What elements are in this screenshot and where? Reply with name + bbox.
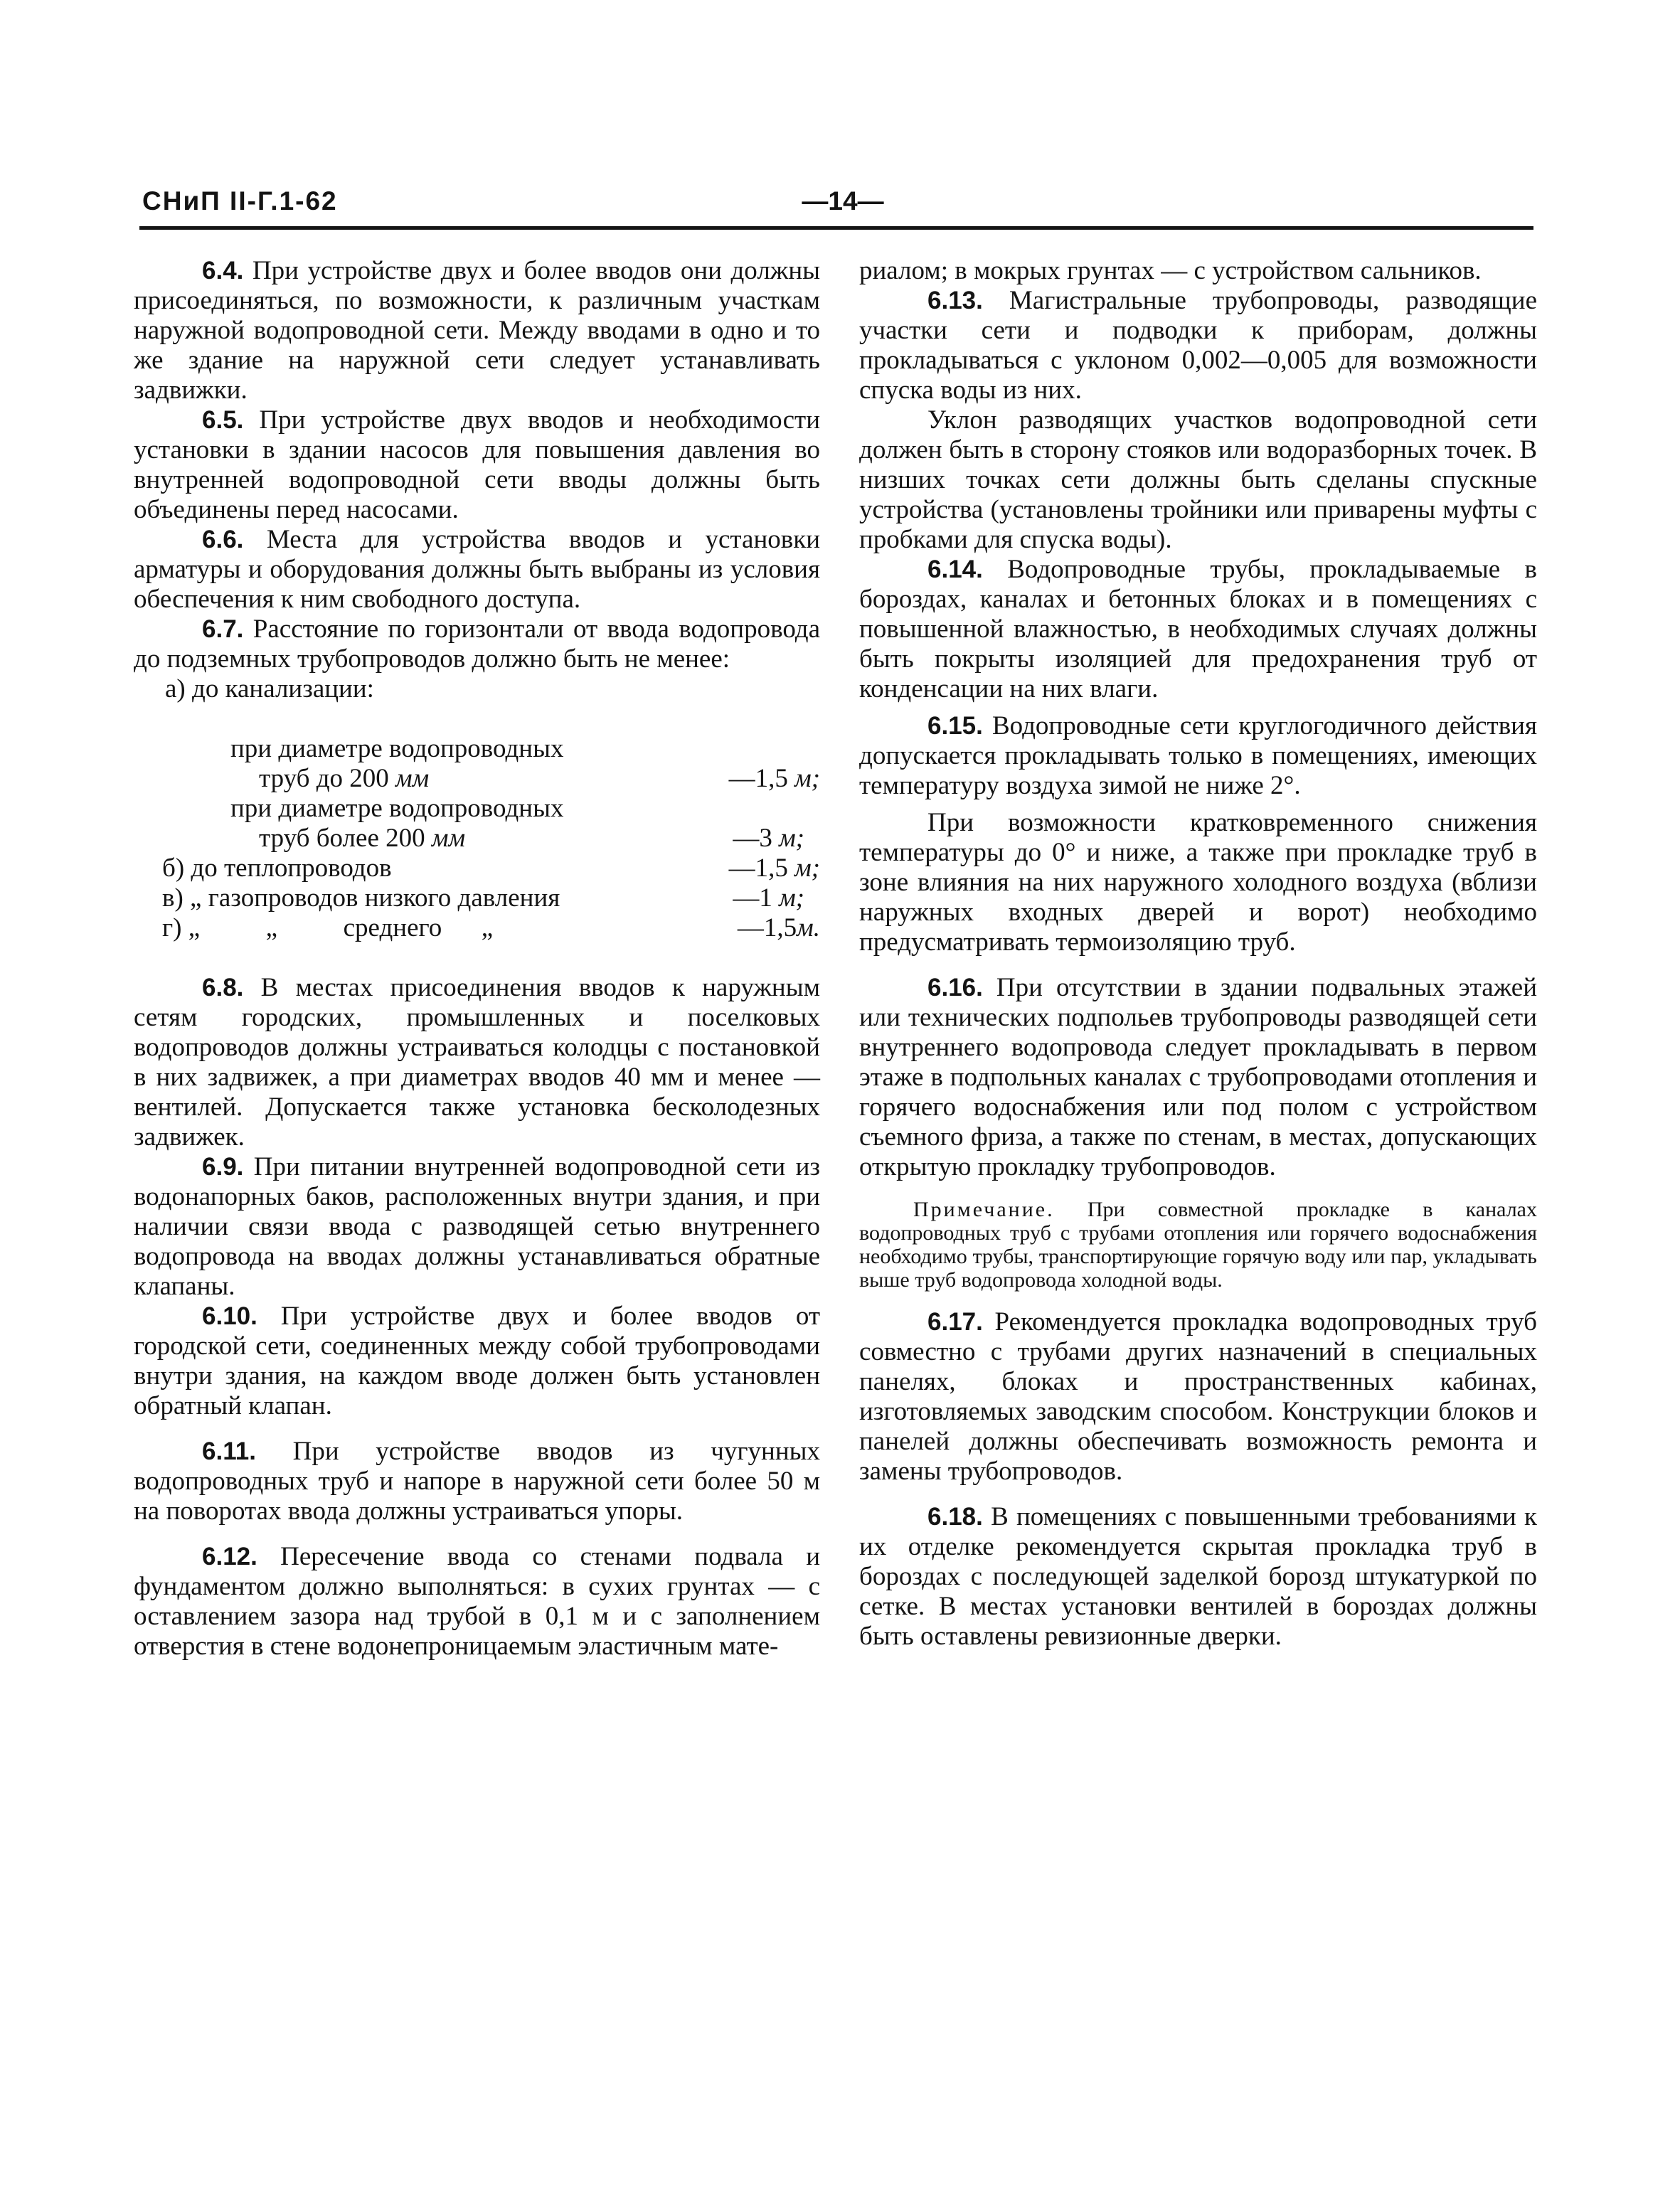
paragraph-6-15 <box>859 711 1537 801</box>
paragraph-text: Магистральные трубопроводы, разводящие участки сети и подводки к приборам, должны прокладываться с уклоном 0,002—0,005 для возможности спуска воды из них. <box>859 286 1537 405</box>
unit-label: мм <box>431 824 466 853</box>
page-number: —14— <box>802 186 884 216</box>
paragraph-6-15-insulation: При возможности кратковременного снижения температуры до 0° и ниже, а также при прокладке труб в зоне влияния на них наружного холодного воздуха (вблизи наружных входных дверей и ворот) необходимо предусматривать термоизоляцию труб. <box>859 808 1537 957</box>
paragraph-text: Водопроводные сети круглогодичного действия допускается прокладывать только в помещениях, имеющих температуру воздуха зимой не ниже 2°. <box>859 711 1537 800</box>
paragraph-6-8 <box>134 973 820 1152</box>
paragraph-6-7 <box>134 615 820 674</box>
paragraph-6-18 <box>859 1502 1537 1652</box>
unit-label: мм <box>395 764 430 793</box>
right-column <box>859 256 1537 1652</box>
distance-row <box>134 794 820 824</box>
paragraph-number: 6.11. <box>202 1437 256 1465</box>
note-label: Примечание. <box>913 1198 1055 1221</box>
list-item-a: а) до канализации: <box>165 674 374 703</box>
unit-label: м; <box>779 824 804 853</box>
distance-label: в) „ газопроводов низкого давления <box>162 883 560 913</box>
paragraph-number: 6.16. <box>927 974 983 1001</box>
document-code: СНиП II-Г.1-62 <box>142 186 338 216</box>
paragraph-text: Пересечение ввода со стенами подвала и фундаментом должно выполняться: в сухих грунтах — с оставлением зазора над трубой в 0,1 м и с заполнением отверстия в стене водонепроницаемым эластичным мате- <box>134 1542 820 1661</box>
paragraph-text: В местах присоединения вводов к наружным сетям городских, промышленных и поселковых водопроводов должны устраиваться колодцы с постановкой в них задвижек, а при диаметрах вводов 40 мм и менее — вентилей. Допускается также установка бесколодезных задвижек. <box>134 973 821 1152</box>
distance-value: —1 <box>733 883 772 913</box>
distance-row <box>134 883 820 913</box>
distance-label: при диаметре водопроводных <box>230 734 564 763</box>
distance-list <box>134 734 820 943</box>
paragraph-6-5 <box>134 405 820 525</box>
paragraph-6-9 <box>134 1152 820 1302</box>
paragraph-text: При устройстве двух вводов и необходимости установки в здании насосов для повышения давления во внутренней водопроводной сети вводы должны быть объединены перед насосами. <box>134 405 820 524</box>
paragraph-6-14 <box>859 555 1537 704</box>
paragraph-text: В помещениях с повышенными требованиями к их отделке рекомендуется скрытая прокладка труб в бороздах с последующей заделкой борозд штукатуркой по сетке. В местах установки вентилей в бороздах должны быть оставлены ревизионные дверки. <box>859 1502 1538 1651</box>
paragraph-text: Места для устройства вводов и установки арматуры и оборудования должны быть выбраны из условия обеспечения к ним свободного доступа. <box>134 525 820 614</box>
paragraph-text: При устройстве двух и более вводов от городской сети, соединенных между собой трубопроводами внутри здания, на каждом вводе должен быть установлен обратный клапан. <box>134 1302 820 1420</box>
unit-label: м. <box>797 913 820 942</box>
distance-row <box>134 764 820 794</box>
paragraph-number: 6.6. <box>202 526 244 553</box>
paragraph-number: 6.10. <box>202 1302 257 1330</box>
note-text: При совместной прокладке в каналах водопроводных труб с трубами отопления или горячего водоснабжения необходимо трубы, транспортирующие горячую воду или пар, укладывать выше труб водопровода холодной воды. <box>859 1198 1538 1292</box>
paragraph-6-13-slope: Уклон разводящих участков водопроводной сети должен быть в сторону стояков или водоразборных точек. В низших точках сети должны быть сделаны спускные устройства (установлены тройники или приварены муфты с пробками для спуска воды). <box>859 405 1537 554</box>
distance-row <box>134 824 820 854</box>
distance-label: при диаметре водопроводных <box>230 794 564 823</box>
paragraph-6-12-continued: риалом; в мокрых грунтах — с устройством сальников. <box>859 256 1482 285</box>
header-rule <box>139 226 1533 230</box>
paragraph-text: Расстояние по горизонтали от ввода водопровода до подземных трубопроводов должно быть не менее: <box>134 615 821 674</box>
distance-value-group <box>729 764 820 794</box>
distance-row <box>134 734 820 764</box>
unit-label: м; <box>779 883 804 913</box>
paragraph-6-10 <box>134 1302 820 1421</box>
paragraph-text: При устройстве вводов из чугунных водопроводных труб и напоре в наружной сети более 50 м на поворотах ввода должны устраиваться упоры. <box>134 1437 820 1526</box>
paragraph-number: 6.12. <box>202 1543 257 1570</box>
distance-label-group <box>259 824 465 854</box>
paragraph-number: 6.8. <box>202 974 244 1001</box>
note <box>859 1198 1537 1292</box>
paragraph-number: 6.5. <box>202 406 244 434</box>
paragraph-number: 6.17. <box>927 1308 983 1336</box>
paragraph-6-6 <box>134 525 820 615</box>
paragraph-text: При отсутствии в здании подвальных этажей или технических подпольев трубопроводы разводящей сети внутреннего водопровода следует прокладывать в первом этаже в подпольных каналах с трубопроводами отопления и горячего водоснабжения или под полом с устройством съемного фриза, а также по стенам, в местах, допускающих открытую прокладку трубопроводов. <box>859 973 1537 1181</box>
paragraph-number: 6.13. <box>927 287 983 314</box>
left-column <box>134 256 820 1662</box>
distance-value: —1,5 <box>728 764 788 793</box>
paragraph-number: 6.15. <box>927 712 983 740</box>
paragraph-number: 6.4. <box>202 257 244 285</box>
page-header <box>142 186 1529 226</box>
distance-label-group <box>259 764 429 794</box>
distance-value: —1,5 <box>728 854 788 883</box>
paragraph-number: 6.9. <box>202 1153 244 1181</box>
distance-row <box>134 854 820 883</box>
paragraph-number: 6.18. <box>927 1503 983 1531</box>
distance-value-group <box>733 883 804 913</box>
distance-label: труб до 200 <box>259 764 389 793</box>
paragraph-text: При устройстве двух и более вводов они должны присоединяться, по возможности, к различным участкам наружной водопроводной сети. Между вводами в одно и то же здание на наружной сети следует устанавливать задвижки. <box>134 256 821 405</box>
unit-label: м; <box>794 764 820 793</box>
paragraph-number: 6.14. <box>927 555 983 583</box>
paragraph-6-13 <box>859 286 1537 405</box>
paragraph-6-11 <box>134 1437 820 1526</box>
distance-label: труб более 200 <box>259 824 425 853</box>
unit-label: м; <box>794 854 820 883</box>
distance-label: б) до теплопроводов <box>162 854 392 883</box>
distance-row <box>134 913 820 943</box>
distance-value-group <box>733 824 804 854</box>
distance-value-group <box>738 913 820 943</box>
paragraph-number: 6.7. <box>202 615 244 643</box>
distance-value: —3 <box>733 824 772 853</box>
distance-value: —1,5 <box>737 913 797 942</box>
paragraph-6-17 <box>859 1307 1537 1487</box>
paragraph-6-16 <box>859 973 1537 1182</box>
paragraph-text: Водопроводные трубы, прокладываемые в бороздах, каналах и бетонных блоках и в помещениях с повышенной влажностью, в необходимых случаях должны быть покрыты изоляцией для предохранения труб от конденсации на них влаги. <box>859 555 1538 703</box>
paragraph-6-12 <box>134 1542 820 1662</box>
distance-label: г) „ „ среднего „ <box>162 913 494 942</box>
paragraph-6-4 <box>134 256 820 405</box>
distance-value-group <box>729 854 820 883</box>
paragraph-text: При питании внутренней водопроводной сети из водонапорных баков, расположенных внутри здания, и при наличии связи ввода с разводящей сетью внутреннего водопровода на вводах должны устанавливаться обратные клапаны. <box>134 1152 821 1301</box>
paragraph-text: Рекомендуется прокладка водопроводных труб совместно с трубами других назначений в специальных панелях, блоках и пространственных кабинах, изготовляемых заводским способом. Конструкции блоков и панелей должны обеспечивать возможность ремонта и замены трубопроводов. <box>859 1307 1537 1486</box>
